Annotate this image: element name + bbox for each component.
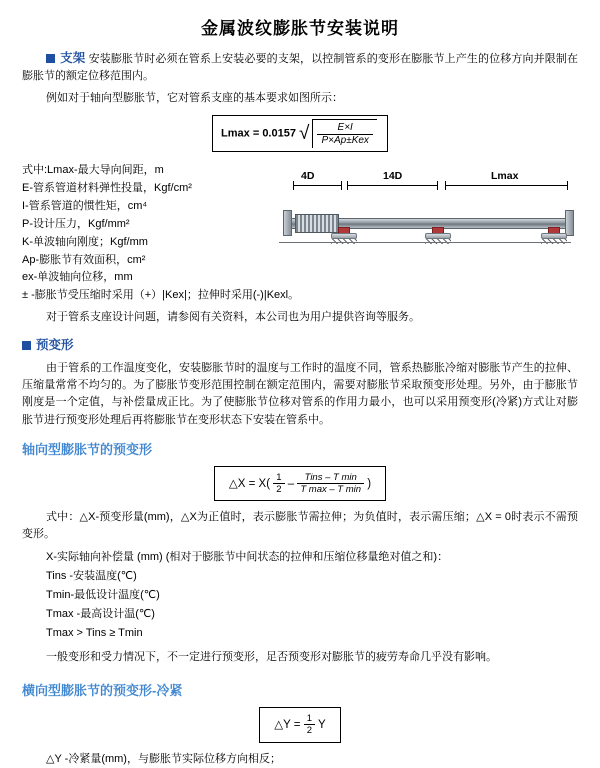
definition-item: 式中:Lmax-最大导向间距，m [22, 164, 164, 177]
sqrt-icon: √ [299, 123, 310, 145]
document-page [0, 14, 600, 765]
lateral-eq-left: △Y = [274, 718, 301, 731]
lateral-eq-right: Y [318, 718, 326, 731]
axial-equation-box [214, 466, 386, 502]
axial-equation-block [22, 466, 578, 502]
dimension-line-lmax [445, 185, 567, 186]
dimension-label-lmax: Lmax [491, 170, 519, 183]
expansion-joint-diagram [273, 170, 578, 280]
axial-item: Tmin-最低设计温度(℃) [46, 589, 160, 602]
definition-list [22, 162, 300, 305]
dimension-line-4d [293, 185, 341, 186]
definition-item: I-管系管道的惯性矩，cm⁴ [22, 200, 148, 213]
predeform-paragraph: 由于管系的工作温度变化，安装膨胀节时的温度与工作时的温度不同，管系热膨胀冷缩对膨胀节产生的拉伸、压缩量常常不均匀的。为了膨胀节变形范围控制在额定范围内，需要对膨胀节采取预变形处理。另外，由于膨胀节刚度是一个定值，与补偿量成正比。为了使膨胀节位移对管系的作用力最小，也可以采用预变形(冷紧)方式让对膨胀节进行预变形处理后再将膨胀节在变形状态下安装在管系中。 [22, 362, 578, 426]
lmax-formula-box [212, 115, 388, 152]
axial-eq-temp-den: T max – T min [300, 483, 362, 495]
ground-line [279, 242, 571, 243]
lmax-numerator: E×I [317, 122, 372, 135]
lmax-denominator: P×Ap±Kex [321, 134, 369, 146]
axial-eq-half-den: 2 [276, 483, 282, 495]
lmax-fraction [317, 122, 372, 146]
definition-item: K-单波轴向刚度；Kgf/mm [22, 235, 148, 248]
predeform-heading: 预变形 [36, 338, 74, 353]
dimension-tick [445, 181, 446, 190]
axial-eq-temp-fraction [297, 472, 364, 496]
anchor-left [283, 210, 292, 236]
dimension-label-14d: 14D [383, 170, 403, 183]
axial-note-2: 一般变形和受力情况下，不一定进行预变形，足否预变形对膨胀节的疲劳寿命几乎没有影响。 [46, 650, 497, 663]
axial-eq-left: △X = X( [228, 477, 271, 490]
lmax-formula-block [22, 115, 578, 152]
support-heading: 支架 [60, 51, 86, 65]
dimension-tick [567, 181, 568, 190]
axial-eq-half-num: 1 [273, 472, 284, 484]
axial-eq-temp-num: Tins – T min [297, 472, 364, 484]
blue-square-icon [46, 54, 55, 63]
dimension-label-4d: 4D [301, 170, 315, 183]
support-note: 对于管系支座设计问题，请参阅有关资料，本公司也为用户提供咨询等服务。 [46, 310, 420, 323]
axial-eq-right: ) [367, 477, 372, 490]
definitions-and-diagram [22, 162, 578, 305]
axial-item: Tmax -最高设计温(℃) [46, 608, 155, 621]
axial-item-list [46, 548, 578, 643]
lateral-equation-block [22, 707, 578, 743]
axial-note-1: 式中：△X-预变形量(mm)，△X为正值时，表示膨胀节需拉伸；为负值时，表示需压缩；△X = 0时表示不需预变形。 [22, 511, 578, 541]
lmax-label: Lmax = 0.0157 [221, 127, 296, 140]
support-paragraph-2: 例如对于轴向型膨胀节，它对管系支座的基本要求如图所示： [46, 92, 343, 105]
dimension-line-14d [347, 185, 437, 186]
axial-item: X-实际轴向补偿量 (mm) (相对于膨胀节中间状态的拉伸和压缩位移量绝对值之和)： [46, 551, 449, 564]
dimension-tick [341, 181, 342, 190]
axial-eq-minus: – [287, 477, 295, 490]
lateral-eq-half [304, 713, 315, 737]
definition-item: P-设计压力，Kgf/mm² [22, 217, 130, 230]
lateral-eq-half-den: 2 [306, 725, 313, 737]
support-heading-paragraph [22, 49, 578, 85]
definition-item: Ap-膨胀节有效面积，cm² [22, 253, 146, 266]
axial-item: Tmax > Tins ≥ Tmin [46, 627, 143, 640]
blue-square-icon [22, 341, 31, 350]
predeform-heading-row [22, 336, 578, 355]
page-title: 金属波纹膨胀节安装说明 [201, 19, 399, 39]
lateral-equation-box [259, 707, 340, 743]
support-paragraph-1: 安装膨胀节时必须在管系上安装必要的支架，以控制管系的变形在膨胀节上产生的位移方向并限制在膨胀节的额定位移范围内。 [22, 53, 578, 83]
definition-item: E-管系管道材料弹性投量，Kgf/cm² [22, 182, 192, 195]
dimension-tick [347, 181, 348, 190]
dimension-row [273, 170, 578, 186]
document-body [0, 49, 600, 768]
dimension-tick [293, 181, 294, 190]
axial-heading: 轴向型膨胀节的预变形 [22, 441, 153, 457]
definition-item: ± -膨胀节受压缩时采用（+）|Kex|；拉伸时采用(-)|Kexl。 [22, 289, 300, 302]
lateral-heading: 横向型膨胀节的预变形-冷紧 [22, 683, 183, 699]
dimension-tick [437, 181, 438, 190]
axial-item: Tins -安装温度(℃) [46, 570, 137, 583]
lateral-note: △Y -冷紧量(mm)，与膨胀节实际位移方向相反； [46, 752, 281, 765]
lateral-eq-half-num: 1 [304, 713, 315, 725]
sqrt-body [312, 119, 376, 148]
axial-eq-half [273, 472, 284, 496]
definition-item: ex-单波轴向位移，mm [22, 271, 133, 284]
